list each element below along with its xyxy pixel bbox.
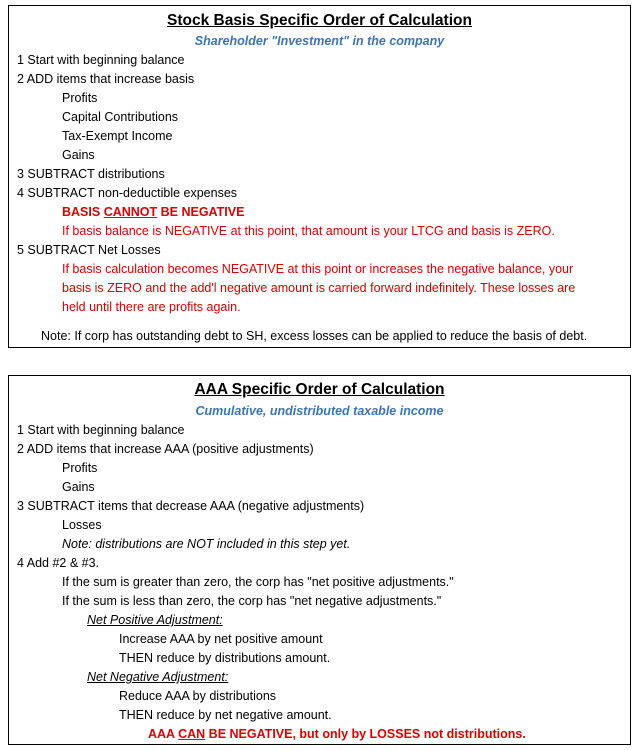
net-loss-rule-line: If basis calculation becomes NEGATIVE at this point or increases the negative balance, your <box>62 262 574 276</box>
distributions-note: Note: distributions are NOT included in this step yet. <box>62 537 351 551</box>
stock-basis-panel <box>8 5 631 348</box>
aaa-can-be-negative: AAA CAN BE NEGATIVE, but only by LOSSES not distributions. <box>148 727 526 741</box>
negative-sum-rule: If the sum is less than zero, the corp has "net negative adjustments." <box>62 594 442 608</box>
aaa-increase-item: Profits <box>62 461 98 475</box>
stock-increase-item: Gains <box>62 148 95 162</box>
net-positive-step: THEN reduce by distributions amount. <box>119 651 331 665</box>
debt-basis-note: Note: If corp has outstanding debt to SH, excess losses can be applied to reduce the basis of debt. <box>41 329 588 343</box>
net-negative-step: THEN reduce by net negative amount. <box>119 708 332 722</box>
stock-basis-title: Stock Basis Specific Order of Calculation <box>167 12 472 29</box>
net-negative-step: Reduce AAA by distributions <box>119 689 277 703</box>
basis-cannot-be-negative: BASIS CANNOT BE NEGATIVE <box>62 205 245 219</box>
stock-basis-subtitle: Shareholder "Investment" in the company <box>194 34 445 48</box>
aaa-decrease-item: Losses <box>62 518 102 532</box>
stock-step-2: 2 ADD items that increase basis <box>17 72 195 86</box>
aaa-step-1: 1 Start with beginning balance <box>17 423 185 437</box>
net-positive-step: Increase AAA by net positive amount <box>119 632 323 646</box>
aaa-step-4: 4 Add #2 & #3. <box>17 556 100 570</box>
cannot-emphasis: CANNOT <box>103 205 158 219</box>
aaa-panel <box>8 375 631 745</box>
net-positive-heading: Net Positive Adjustment: <box>87 613 223 627</box>
negative-basis-rule: If basis balance is NEGATIVE at this point, that amount is your LTCG and basis is ZERO. <box>62 224 555 238</box>
stock-increase-item: Profits <box>62 91 98 105</box>
net-loss-rule-line: basis is ZERO and the add'l negative amount is carried forward indefinitely. These losses are <box>62 281 576 295</box>
net-negative-heading: Net Negative Adjustment: <box>87 670 229 684</box>
aaa-increase-item: Gains <box>62 480 95 494</box>
aaa-subtitle: Cumulative, undistributed taxable income <box>195 404 444 418</box>
stock-step-5: 5 SUBTRACT Net Losses <box>17 243 161 257</box>
stock-step-1: 1 Start with beginning balance <box>17 53 185 67</box>
net-loss-rule-line: held until there are profits again. <box>62 300 241 314</box>
stock-increase-item: Capital Contributions <box>62 110 179 124</box>
stock-step-3: 3 SUBTRACT distributions <box>17 167 165 181</box>
aaa-step-2: 2 ADD items that increase AAA (positive adjustments) <box>17 442 314 456</box>
stock-step-4: 4 SUBTRACT non-deductible expenses <box>17 186 238 200</box>
aaa-step-3: 3 SUBTRACT items that decrease AAA (negative adjustments) <box>17 499 365 513</box>
stock-increase-item: Tax-Exempt Income <box>62 129 173 143</box>
aaa-title: AAA Specific Order of Calculation <box>194 381 445 398</box>
can-emphasis: CAN <box>178 727 206 741</box>
positive-sum-rule: If the sum is greater than zero, the corp has "net positive adjustments." <box>62 575 454 589</box>
